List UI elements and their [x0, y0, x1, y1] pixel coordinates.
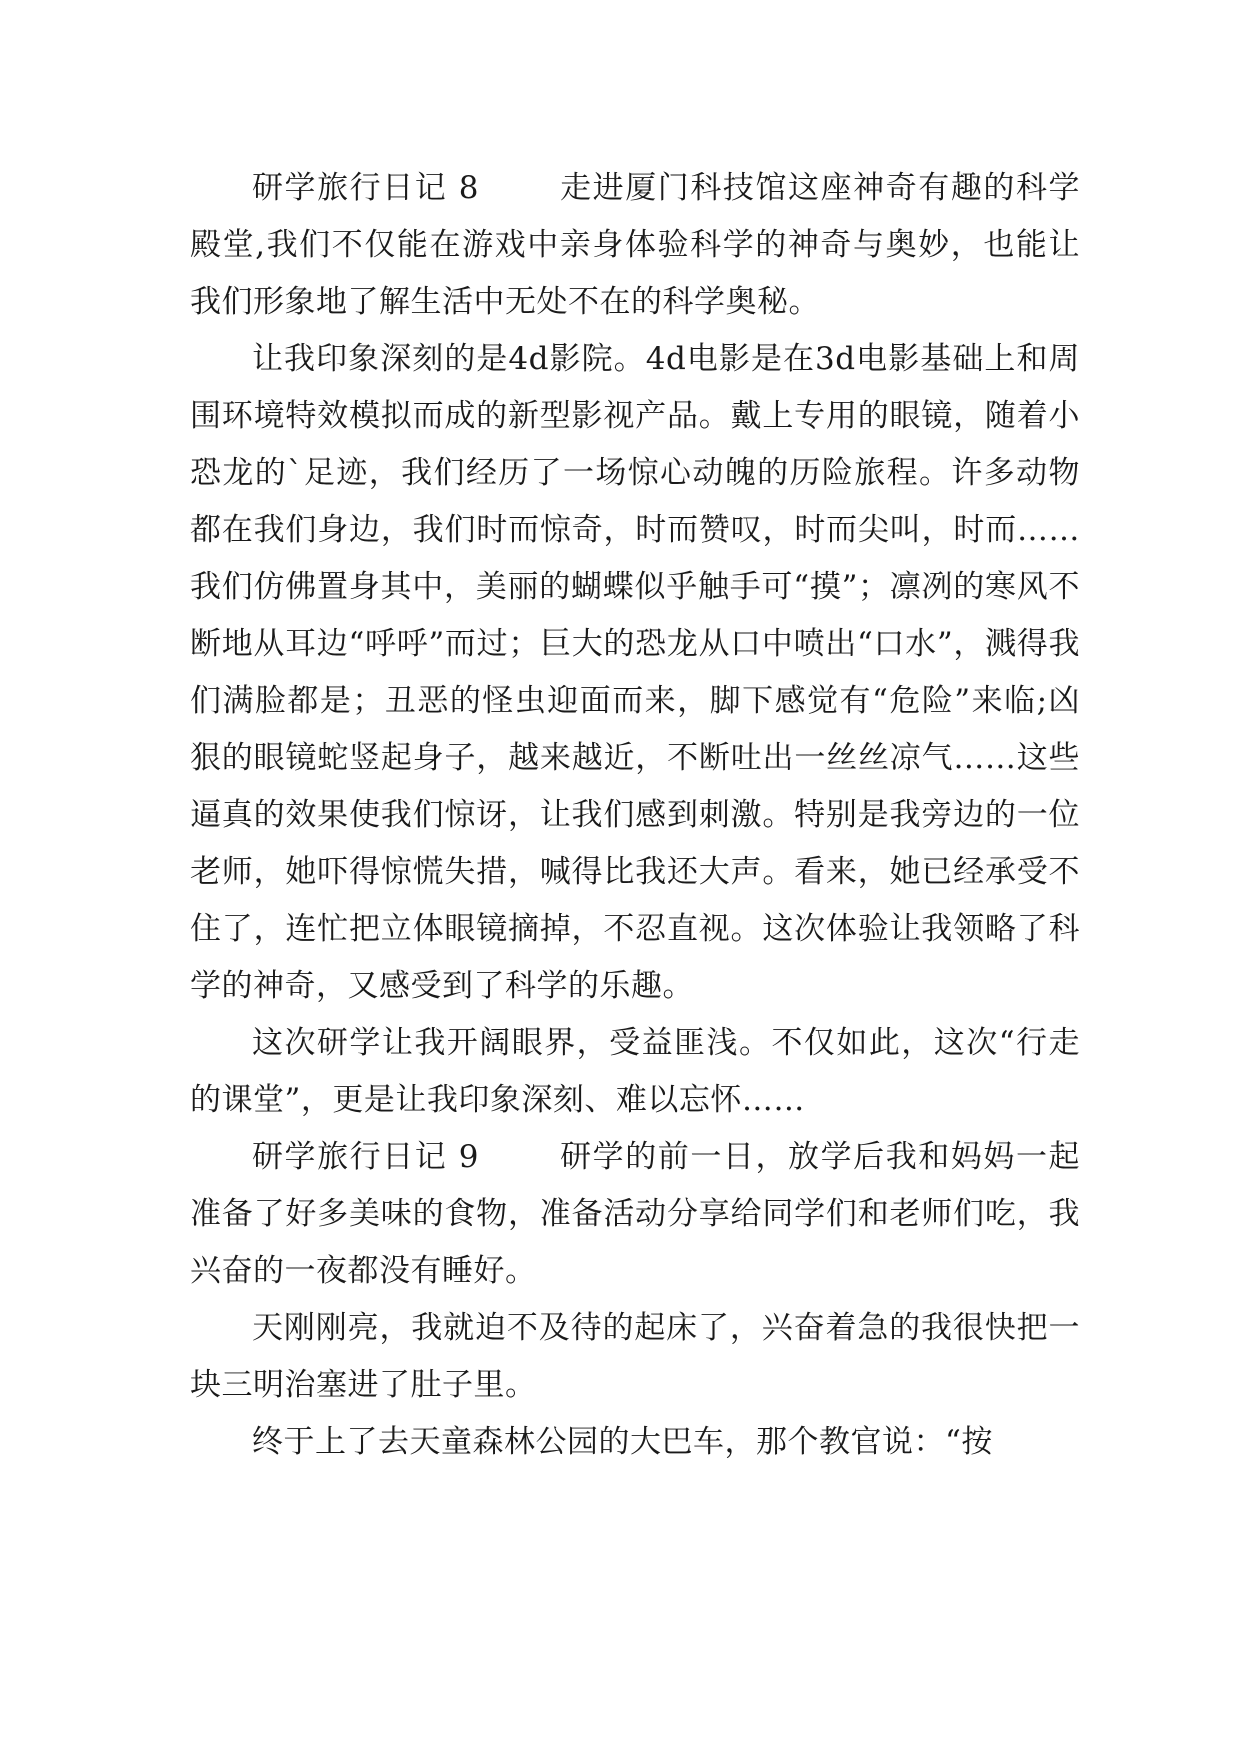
diary8-paragraph-1: 走进厦门科技馆这座神奇有趣的科学殿堂,我们不仅能在游戏中亲身体验科学的神奇与奥妙，也能让我们形象地了解生活中无处不在的科学奥秘。: [190, 170, 1081, 320]
diary9-title: 研学旅行日记 9: [252, 1139, 480, 1175]
diary8-paragraph-2: 让我印象深刻的是4d影院。4d电影是在3d电影基础上和周围环境特效模拟而成的新型影视产品。戴上专用的眼镜，随着小恐龙的`足迹，我们经历了一场惊心动魄的历险旅程。许多动物都在我们身边，我们时而惊奇，时而赞叹，时而尖叫，时而……我们仿佛置身其中，美丽的蝴蝶似乎触手可“摸”；凛冽的寒风不断地从耳边“呼呼”而过；巨大的恐龙从口中喷出“口水”，溅得我们满脸都是；丑恶的怪虫迎面而来，脚下感觉有“危险”来临;凶狠的眼镜蛇竖起身子，越来越近，不断吐出一丝丝凉气……这些逼真的效果使我们惊讶，让我们感到刺激。特别是我旁边的一位老师，她吓得惊慌失措，喊得比我还大声。看来，她已经承受不住了，连忙把立体眼镜摘掉，不忍直视。这次体验让我领略了科学的神奇，又感受到了科学的乐趣。: [190, 341, 1080, 1004]
document-body: [190, 160, 1080, 1471]
paragraph-diary8-intro: [190, 160, 1080, 331]
diary9-paragraph-1: 研学的前一日，放学后我和妈妈一起准备了好多美味的食物，准备活动分享给同学们和老师们吃，我兴奋的一夜都没有睡好。: [190, 1139, 1081, 1289]
diary9-paragraph-2: 天刚刚亮，我就迫不及待的起床了，兴奋着急的我很快把一块三明治塞进了肚子里。: [190, 1310, 1080, 1403]
diary8-title: 研学旅行日记 8: [252, 170, 480, 206]
diary9-paragraph-3: 终于上了去天童森林公园的大巴车，那个教官说：“按: [252, 1424, 993, 1460]
paragraph-diary9-intro: [190, 1129, 1080, 1300]
diary8-paragraph-3: 这次研学让我开阔眼界，受益匪浅。不仅如此，这次“行走的课堂”，更是让我印象深刻、难以忘怀……: [190, 1025, 1080, 1118]
